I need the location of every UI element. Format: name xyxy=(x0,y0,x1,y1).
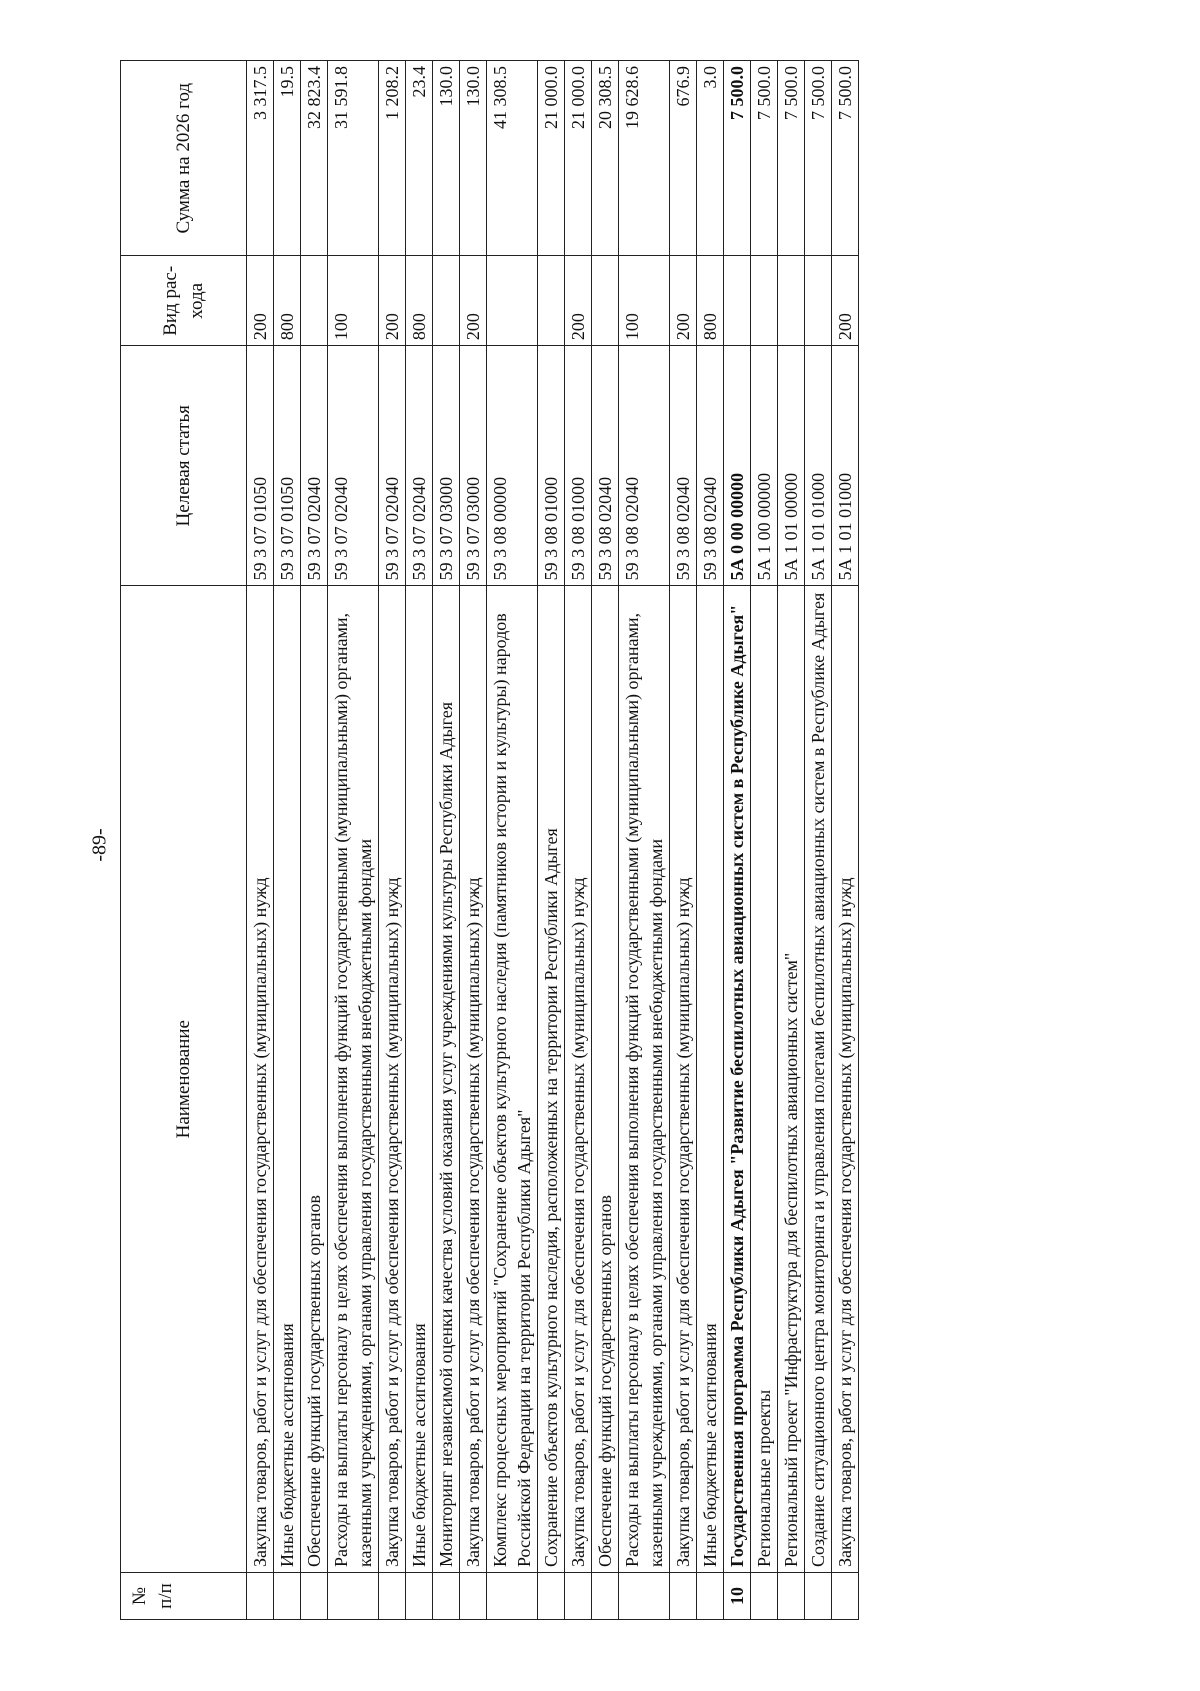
table-row xyxy=(538,61,565,1620)
header-row xyxy=(121,61,247,1620)
cell-amount: 7 500.0 xyxy=(751,61,778,256)
cell-name: Расходы на выплаты персоналу в целях обеспечения выполнения функций государственными (муниципальными) органами, казенными учреждениями, органами управления государственными внебюджетными фондами xyxy=(328,586,379,1573)
cell-num xyxy=(619,1573,670,1620)
cell-amount: 23.4 xyxy=(406,61,433,256)
cell-name: Закупка товаров, работ и услуг для обеспечения государственных (муниципальных) нужд xyxy=(832,586,859,1573)
cell-amount: 7 500.0 xyxy=(805,61,832,256)
cell-code: 59 3 07 03000 xyxy=(460,346,487,586)
table-row xyxy=(751,61,778,1620)
cell-name: Создание ситуационного центра мониторинга и управления полетами беспилотных авиационных систем в Республике Адыгея xyxy=(805,586,832,1573)
cell-kind: 800 xyxy=(274,256,301,346)
cell-num xyxy=(697,1573,724,1620)
table-row xyxy=(301,61,328,1620)
cell-name: Иные бюджетные ассигнования xyxy=(406,586,433,1573)
cell-num xyxy=(274,1573,301,1620)
cell-name: Расходы на выплаты персоналу в целях обеспечения выполнения функций государственными (муниципальными) органами, казенными учреждениями, органами управления государственными внебюджетными фондами xyxy=(619,586,670,1573)
header-name: Наименование xyxy=(121,586,247,1573)
cell-code: 59 3 07 02040 xyxy=(406,346,433,586)
cell-kind xyxy=(487,256,538,346)
cell-num xyxy=(460,1573,487,1620)
cell-code: 59 3 07 03000 xyxy=(433,346,460,586)
cell-kind: 200 xyxy=(247,256,274,346)
cell-code: 59 3 08 02040 xyxy=(592,346,619,586)
cell-num xyxy=(538,1573,565,1620)
cell-amount: 7 500.0 xyxy=(724,61,751,256)
rotated-page-content xyxy=(120,60,1080,1620)
cell-code: 5А 0 00 00000 xyxy=(724,346,751,586)
cell-kind: 100 xyxy=(328,256,379,346)
cell-name: Сохранение объектов культурного наследия, расположенных на территории Республики Адыгея xyxy=(538,586,565,1573)
cell-num xyxy=(751,1573,778,1620)
cell-code: 59 3 08 00000 xyxy=(487,346,538,586)
cell-amount: 32 823.4 xyxy=(301,61,328,256)
table-header xyxy=(121,61,247,1620)
header-code: Целевая статья xyxy=(121,346,247,586)
cell-kind: 100 xyxy=(619,256,670,346)
cell-code: 59 3 08 01000 xyxy=(538,346,565,586)
cell-amount: 21 000.0 xyxy=(538,61,565,256)
table-row xyxy=(592,61,619,1620)
cell-amount: 130.0 xyxy=(433,61,460,256)
cell-code: 59 3 07 02040 xyxy=(301,346,328,586)
cell-kind xyxy=(778,256,805,346)
cell-amount: 7 500.0 xyxy=(832,61,859,256)
cell-num xyxy=(592,1573,619,1620)
cell-kind: 800 xyxy=(697,256,724,346)
table-row xyxy=(487,61,538,1620)
cell-amount: 20 308.5 xyxy=(592,61,619,256)
table-body xyxy=(247,61,859,1620)
cell-amount: 41 308.5 xyxy=(487,61,538,256)
table-row xyxy=(406,61,433,1620)
cell-code: 59 3 07 01050 xyxy=(274,346,301,586)
cell-kind xyxy=(538,256,565,346)
cell-amount: 3.0 xyxy=(697,61,724,256)
cell-code: 59 3 07 02040 xyxy=(379,346,406,586)
cell-code: 5А 1 00 00000 xyxy=(751,346,778,586)
cell-num xyxy=(487,1573,538,1620)
cell-amount: 19.5 xyxy=(274,61,301,256)
cell-kind xyxy=(805,256,832,346)
table-row xyxy=(328,61,379,1620)
cell-name: Региональные проекты xyxy=(751,586,778,1573)
cell-kind xyxy=(433,256,460,346)
cell-name: Государственная программа Республики Адыгея "Развитие беспилотных авиационных систем в Республике Адыгея" xyxy=(724,586,751,1573)
table-row xyxy=(460,61,487,1620)
cell-kind xyxy=(751,256,778,346)
cell-amount: 31 591.8 xyxy=(328,61,379,256)
cell-code: 5А 1 01 01000 xyxy=(832,346,859,586)
cell-name: Закупка товаров, работ и услуг для обеспечения государственных (муниципальных) нужд xyxy=(379,586,406,1573)
cell-kind xyxy=(592,256,619,346)
table-row xyxy=(778,61,805,1620)
cell-num xyxy=(565,1573,592,1620)
cell-kind: 200 xyxy=(670,256,697,346)
cell-code: 59 3 08 01000 xyxy=(565,346,592,586)
cell-num xyxy=(301,1573,328,1620)
cell-amount: 7 500.0 xyxy=(778,61,805,256)
cell-name: Обеспечение функций государственных органов xyxy=(592,586,619,1573)
cell-name: Закупка товаров, работ и услуг для обеспечения государственных (муниципальных) нужд xyxy=(565,586,592,1573)
cell-amount: 130.0 xyxy=(460,61,487,256)
table-row xyxy=(433,61,460,1620)
cell-num xyxy=(778,1573,805,1620)
table-row xyxy=(805,61,832,1620)
cell-name: Закупка товаров, работ и услуг для обеспечения государственных (муниципальных) нужд xyxy=(670,586,697,1573)
cell-amount: 19 628.6 xyxy=(619,61,670,256)
cell-amount: 21 000.0 xyxy=(565,61,592,256)
cell-amount: 1 208.2 xyxy=(379,61,406,256)
header-num: № п/п xyxy=(121,1573,247,1620)
cell-name: Обеспечение функций государственных органов xyxy=(301,586,328,1573)
cell-num xyxy=(379,1573,406,1620)
cell-num: 10 xyxy=(724,1573,751,1620)
table-row xyxy=(697,61,724,1620)
cell-num xyxy=(433,1573,460,1620)
cell-num xyxy=(832,1573,859,1620)
cell-name: Комплекс процессных мероприятий "Сохранение объектов культурного наследия (памятников истории и культуры) народов Российской Федерации на территории Республики Адыгея" xyxy=(487,586,538,1573)
cell-kind: 200 xyxy=(565,256,592,346)
table-row xyxy=(379,61,406,1620)
header-kind: Вид рас-хода xyxy=(121,256,247,346)
cell-code: 59 3 08 02040 xyxy=(619,346,670,586)
cell-kind xyxy=(301,256,328,346)
table-row xyxy=(724,61,751,1620)
cell-code: 59 3 08 02040 xyxy=(697,346,724,586)
cell-code: 59 3 07 01050 xyxy=(247,346,274,586)
header-amount: Сумма на 2026 год xyxy=(121,61,247,256)
cell-code: 5А 1 01 00000 xyxy=(778,346,805,586)
cell-num xyxy=(805,1573,832,1620)
cell-name: Иные бюджетные ассигнования xyxy=(697,586,724,1573)
cell-num xyxy=(328,1573,379,1620)
cell-code: 59 3 07 02040 xyxy=(328,346,379,586)
cell-num xyxy=(406,1573,433,1620)
cell-num xyxy=(670,1573,697,1620)
table-row xyxy=(565,61,592,1620)
cell-name: Иные бюджетные ассигнования xyxy=(274,586,301,1573)
table-row xyxy=(274,61,301,1620)
cell-code: 5А 1 01 01000 xyxy=(805,346,832,586)
cell-name: Закупка товаров, работ и услуг для обеспечения государственных (муниципальных) нужд xyxy=(247,586,274,1573)
table-row xyxy=(670,61,697,1620)
cell-kind: 200 xyxy=(460,256,487,346)
table-row xyxy=(247,61,274,1620)
cell-amount: 3 317.5 xyxy=(247,61,274,256)
cell-amount: 676.9 xyxy=(670,61,697,256)
cell-kind: 200 xyxy=(832,256,859,346)
budget-table xyxy=(120,60,859,1620)
table-row xyxy=(619,61,670,1620)
page-number: -89- xyxy=(88,828,111,862)
cell-kind: 200 xyxy=(379,256,406,346)
table-row xyxy=(832,61,859,1620)
cell-name: Региональный проект "Инфраструктура для беспилотных авиационных систем" xyxy=(778,586,805,1573)
cell-name: Мониторинг независимой оценки качества условий оказания услуг учреждениями культуры Республики Адыгея xyxy=(433,586,460,1573)
cell-kind xyxy=(724,256,751,346)
cell-kind: 800 xyxy=(406,256,433,346)
cell-num xyxy=(247,1573,274,1620)
cell-name: Закупка товаров, работ и услуг для обеспечения государственных (муниципальных) нужд xyxy=(460,586,487,1573)
cell-code: 59 3 08 02040 xyxy=(670,346,697,586)
